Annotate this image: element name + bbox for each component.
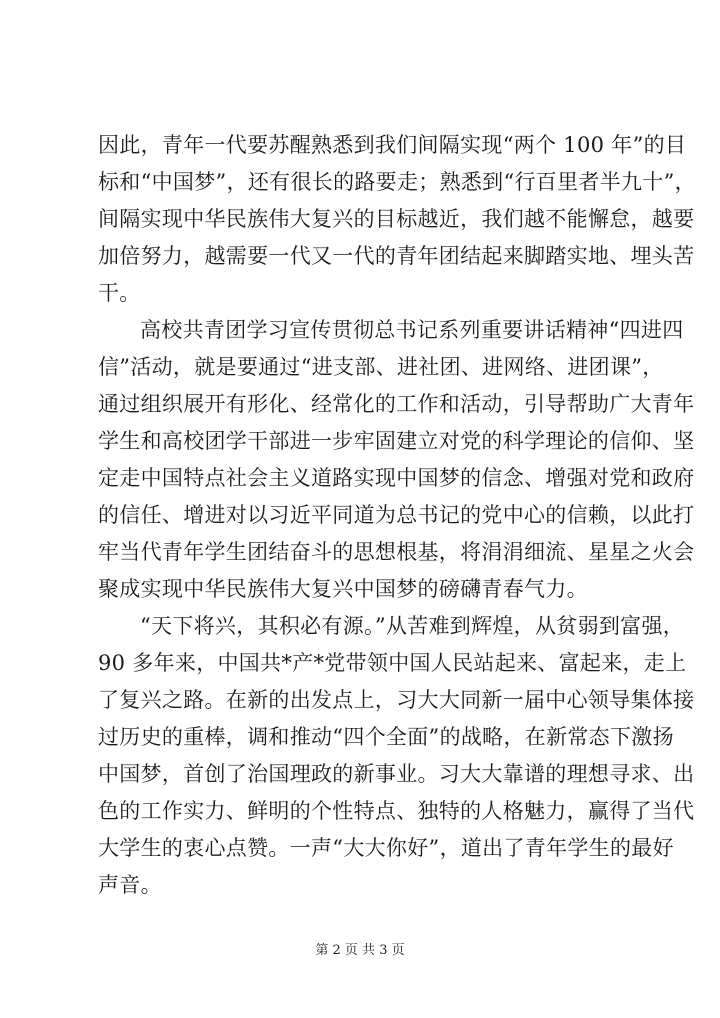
page-number-footer: 第 2 页 共 3 页 <box>315 943 405 958</box>
text-line: 90 多年来，中国共*产*党带领中国人民站起来、富起来，走上 <box>98 651 687 675</box>
text-line: 的信任、增进对以习近平同道为总书记的党中心的信赖，以此打 <box>98 503 695 527</box>
text-line: 学生和高校团学干部进一步牢固建立对党的科学理论的信仰、坚 <box>98 429 695 453</box>
text-line: 标和“中国梦”，还有很长的路要走；熟悉到“行百里者半九十”， <box>98 170 696 194</box>
text-line: 干。 <box>98 281 141 305</box>
text-line: 因此，青年一代要苏醒熟悉到我们间隔实现“两个 100 年”的目 <box>98 133 687 157</box>
text-line: 聚成实现中华民族伟大复兴中国梦的磅礴青春气力。 <box>98 577 588 601</box>
text-line: 了复兴之路。在新的出发点上，习大大同新一届中心领导集体接 <box>98 688 695 712</box>
text-line: 过历史的重棒，调和推动“四个全面”的战略，在新常态下激扬 <box>98 725 674 749</box>
text-line: 色的工作实力、鲜明的个性特点、独特的人格魅力，赢得了当代 <box>98 799 695 823</box>
text-line: 声音。 <box>98 873 162 897</box>
text-line: 定走中国特点社会主义道路实现中国梦的信念、增强对党和政府 <box>98 466 695 490</box>
text-line: 通过组织展开有形化、经常化的工作和活动，引导帮助广大青年 <box>98 392 695 416</box>
text-line: 中国梦，首创了治国理政的新事业。习大大靠谱的理想寻求、出 <box>98 762 695 786</box>
text-line: 信”活动，就是要通过“进支部、进社团、进网络、进团课”， <box>98 355 664 379</box>
text-line: 牢当代青年学生团结奋斗的思想根基，将涓涓细流、星星之火会 <box>98 540 695 564</box>
document-body <box>98 127 696 904</box>
paragraph-start-line: 高校共青团学习宣传贯彻总书记系列重要讲话精神“四进四 <box>140 318 684 342</box>
text-line: 间隔实现中华民族伟大复兴的目标越近，我们越不能懈怠，越要 <box>98 207 695 231</box>
paragraph-start-line: “天下将兴，其积必有源。”从苦难到辉煌，从贫弱到富强， <box>140 614 685 638</box>
text-line: 大学生的衷心点赞。一声“大大你好”，道出了青年学生的最好 <box>98 836 674 860</box>
text-line: 加倍努力，越需要一代又一代的青年团结起来脚踏实地、埋头苦 <box>98 244 695 268</box>
